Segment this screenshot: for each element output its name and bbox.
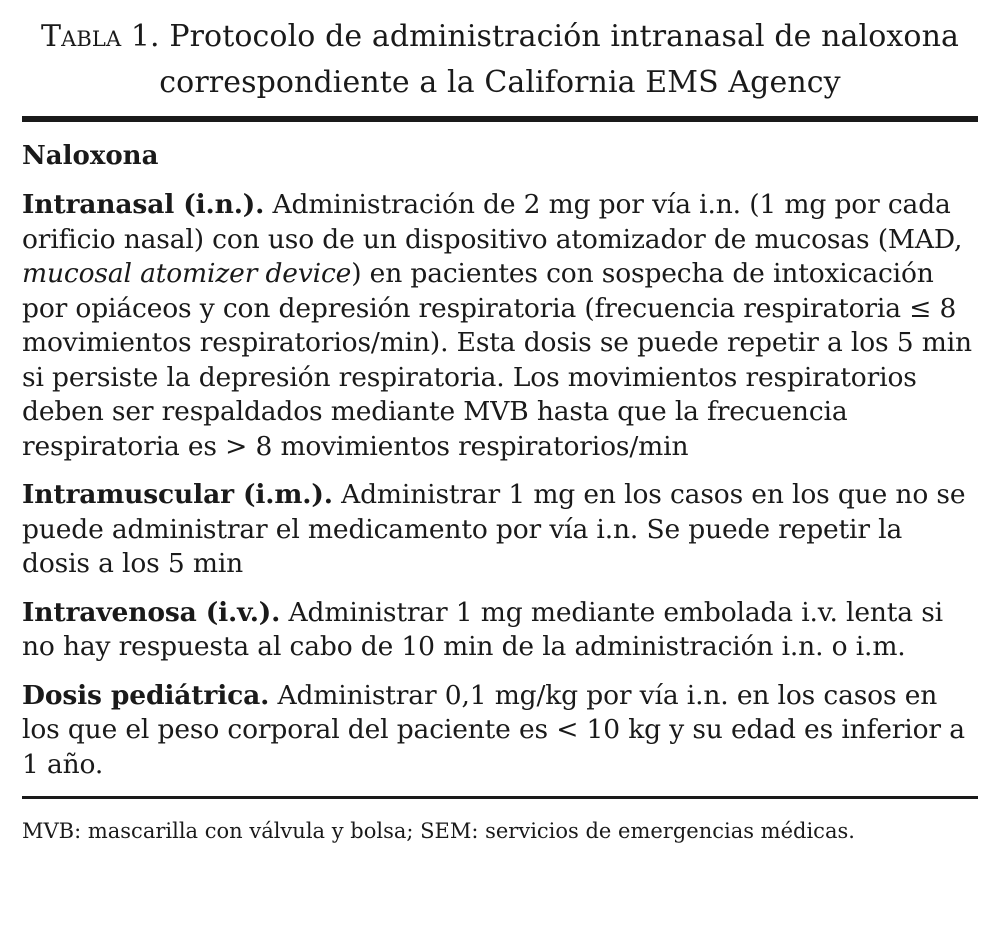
entry-term: Dosis pediátrica. [22, 679, 270, 711]
entry-pediatric [22, 679, 978, 783]
entry-term: Intranasal (i.n.). [22, 189, 265, 220]
table-label: Tabla 1. [41, 19, 160, 54]
entry-italic-text: mucosal atomizer device [22, 258, 352, 289]
bottom-rule [22, 796, 978, 799]
table-title [22, 14, 978, 106]
entry-text-continued: ) en pacientes con sospecha de intoxicación por opiáceos y con depresión respiratoria (frecuencia respiratoria ≤ 8 movimientos respiratorios/min). Esta dosis se puede repetir a los 5 min si persiste la depresión respiratoria. Los movimientos respiratorios deben ser respaldados mediante MVB hasta que la frecuencia respiratoria es > 8 movimientos respiratorios/min [22, 258, 972, 462]
entry-text: Administrar 1 mg en los casos en los que no se puede administrar el medicamento por vía i.n. Se puede repetir la dosis a los 5 min [22, 479, 966, 579]
entry-text: Administrar 1 mg mediante embolada i.v. lenta si no hay respuesta al cabo de 10 min de la administración i.n. o i.m. [22, 596, 944, 662]
drug-heading: Naloxona [22, 141, 159, 171]
entry-intranasal [22, 188, 978, 464]
entry-text: Administrar 0,1 mg/kg por vía i.n. en los casos en los que el peso corporal del paciente es < 10 kg y su edad es inferior a 1 año. [22, 679, 965, 780]
entry-intravenous [22, 596, 978, 665]
entry-term: Intramuscular (i.m.). [22, 479, 333, 510]
entry-intramuscular [22, 478, 978, 582]
entry-term: Intravenosa (i.v.). [22, 596, 281, 628]
table-footnote: MVB: mascarilla con válvula y bolsa; SEM: servicios de emergencias médicas. [22, 819, 855, 843]
table-title-line2: correspondiente a la California EMS Agency [159, 65, 841, 100]
table-title-line1: Protocolo de administración intranasal de naloxona [169, 19, 959, 54]
entry-text: Administración de 2 mg por vía i.n. (1 mg por cada orificio nasal) con uso de un dispositivo atomizador de mucosas (MAD, [22, 189, 963, 255]
top-rule [22, 116, 978, 122]
